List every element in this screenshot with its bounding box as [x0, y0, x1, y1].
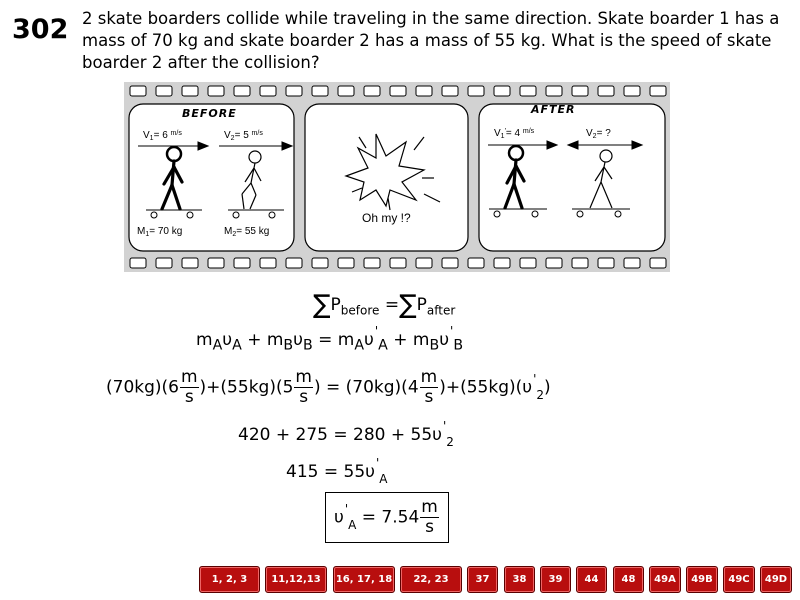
crash-text: Oh my !? — [362, 211, 411, 225]
before-v1-label: $V_1= 6$ $^{m/s}$ — [143, 130, 182, 142]
collision-filmstrip-illustration — [124, 82, 670, 272]
sprocket-hole — [468, 86, 484, 96]
sprocket-hole — [312, 258, 328, 268]
momentum-symbolic-equation: $m_A\upsilon_A + m_B\upsilon_B = m_A\upsilon'_A + m_B\upsilon'_B$ — [196, 324, 464, 354]
sprocket-hole — [312, 86, 328, 96]
sprocket-hole — [156, 258, 172, 268]
before-m2-label: $M_2= 55$ kg — [224, 226, 270, 238]
sprocket-hole — [130, 86, 146, 96]
sprocket-hole — [494, 86, 510, 96]
momentum-conservation-equation: $\sum P_{before} =\sum P_{after}$ — [313, 290, 456, 320]
nav-button-1-2-3[interactable]: 1, 2, 3 — [199, 566, 260, 593]
nav-button-16-17-18[interactable]: 16, 17, 18 — [333, 566, 395, 593]
sprocket-hole — [624, 86, 640, 96]
sprocket-hole — [416, 86, 432, 96]
sprocket-hole — [364, 86, 380, 96]
question-text: 2 skate boarders collide while traveling in the same direction. Skate boarder 1 has a mass of 70 kg and skate boarder 2 has a mass of 55 kg. What is the speed of skate boarder 2 after the collision? — [82, 9, 780, 72]
simplified-equation: $415 = 55\upsilon'_A$ — [286, 456, 388, 486]
sprocket-hole — [598, 258, 614, 268]
sprocket-hole — [390, 258, 406, 268]
products-equation: $420 + 275 = 280 + 55\upsilon'_2$ — [238, 419, 454, 449]
nav-button-49d[interactable]: 49D — [760, 566, 792, 593]
sprocket-hole — [338, 86, 354, 96]
nav-button-49a[interactable]: 49A — [649, 566, 681, 593]
after-frame — [479, 104, 665, 251]
after-label: AFTER — [531, 103, 576, 116]
before-m1-label: $M_1= 70$ kg — [137, 226, 183, 238]
sprocket-hole — [650, 86, 666, 96]
sprocket-hole — [260, 258, 276, 268]
sprocket-hole — [182, 86, 198, 96]
sprocket-hole — [442, 258, 458, 268]
nav-button-37[interactable]: 37 — [467, 566, 498, 593]
sprocket-hole — [546, 258, 562, 268]
sprocket-hole — [208, 258, 224, 268]
sprocket-hole — [442, 86, 458, 96]
nav-button-38[interactable]: 38 — [504, 566, 535, 593]
nav-button-49c[interactable]: 49C — [723, 566, 755, 593]
substituted-values-equation: (70kg)(6 $\frac{m}{s}$ )+(55kg)(5 $\frac{m}{s}$ ) = (70kg)(4 $\frac{m}{s}$ )$+(55kg)(\upsilon'_2)$ — [106, 367, 551, 407]
answer-box: $\upsilon'_A = 7.54$ $\frac{m}{s}$ — [325, 492, 449, 543]
sprocket-hole — [286, 86, 302, 96]
before-v2-label: $V_2= 5$ $^{m/s}$ — [224, 130, 263, 142]
sprocket-hole — [520, 258, 536, 268]
sprocket-hole — [546, 86, 562, 96]
sprocket-hole — [624, 258, 640, 268]
sprocket-hole — [156, 86, 172, 96]
nav-button-22-23[interactable]: 22, 23 — [400, 566, 462, 593]
sprocket-hole — [286, 258, 302, 268]
nav-button-11-12-13[interactable]: 11,12,13 — [265, 566, 327, 593]
sprocket-hole — [650, 258, 666, 268]
sprocket-hole — [416, 258, 432, 268]
nav-button-49b[interactable]: 49B — [686, 566, 718, 593]
sprocket-hole — [208, 86, 224, 96]
sprocket-hole — [338, 258, 354, 268]
sprocket-hole — [598, 86, 614, 96]
sprocket-hole — [234, 86, 250, 96]
sprocket-hole — [494, 258, 510, 268]
after-v1-label: $V_1'= 4$ $^{m/s}$ — [494, 128, 535, 140]
sprocket-hole — [260, 86, 276, 96]
nav-button-44[interactable]: 44 — [576, 566, 607, 593]
sprocket-hole — [390, 86, 406, 96]
sprocket-hole — [130, 258, 146, 268]
before-label: BEFORE — [182, 107, 237, 120]
nav-button-39[interactable]: 39 — [540, 566, 571, 593]
sprocket-hole — [364, 258, 380, 268]
nav-button-48[interactable]: 48 — [613, 566, 644, 593]
sprocket-hole — [520, 86, 536, 96]
sprocket-hole — [182, 258, 198, 268]
sprocket-hole — [572, 86, 588, 96]
sprocket-hole — [572, 258, 588, 268]
problem-number: 302 — [12, 14, 69, 45]
sprocket-hole — [234, 258, 250, 268]
after-v2-label: $V_2=$ ? — [586, 128, 611, 140]
sprocket-hole — [468, 258, 484, 268]
